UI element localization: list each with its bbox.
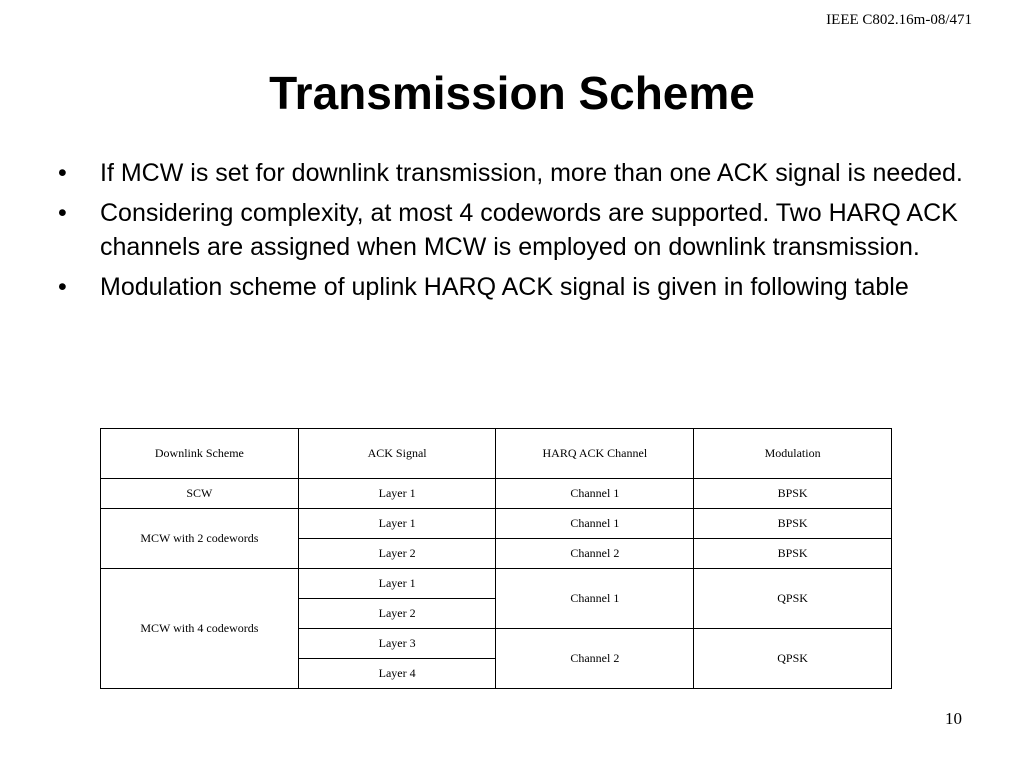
table-cell: Channel 2 [496,629,694,689]
table-header-cell: Downlink Scheme [101,429,299,479]
bullet-item [58,156,968,190]
table-cell: QPSK [694,569,892,629]
table-header-cell: ACK Signal [298,429,496,479]
table-row [101,509,892,539]
table-cell: Channel 1 [496,509,694,539]
table-header-row [101,429,892,479]
harq-ack-table [100,428,892,689]
table-cell: Channel 1 [496,479,694,509]
table-cell: Layer 2 [298,539,496,569]
table-cell: Layer 1 [298,479,496,509]
table-row [101,479,892,509]
table-cell: BPSK [694,509,892,539]
table-cell: Layer 2 [298,599,496,629]
table-cell: Layer 1 [298,509,496,539]
table-cell: SCW [101,479,299,509]
page-number: 10 [945,709,962,728]
table-cell: MCW with 4 codewords [101,569,299,689]
bullet-icon: • [58,273,67,301]
bullet-item [58,196,968,264]
table-cell: Channel 1 [496,569,694,629]
table-row [101,569,892,599]
table-cell: Layer 3 [298,629,496,659]
bullet-list [58,156,968,310]
table-header-cell: Modulation [694,429,892,479]
bullet-text: Modulation scheme of uplink HARQ ACK signal is given in following table [100,273,909,301]
table-cell: BPSK [694,479,892,509]
bullet-icon: • [58,199,67,227]
bullet-text: If MCW is set for downlink transmission, more than one ACK signal is needed. [100,159,963,187]
table-cell: Layer 4 [298,659,496,689]
table-cell: Layer 1 [298,569,496,599]
document-id: IEEE C802.16m-08/471 [826,12,972,28]
slide-title: Transmission Scheme [269,67,755,119]
table-cell: QPSK [694,629,892,689]
table-cell: BPSK [694,539,892,569]
bullet-text: Considering complexity, at most 4 codewords are supported. Two HARQ ACK channels are assigned when MCW is employed on downlink transmission. [100,199,958,261]
table-header-cell: HARQ ACK Channel [496,429,694,479]
table-cell: Channel 2 [496,539,694,569]
bullet-icon: • [58,159,67,187]
table-cell: MCW with 2 codewords [101,509,299,569]
bullet-item [58,270,968,304]
